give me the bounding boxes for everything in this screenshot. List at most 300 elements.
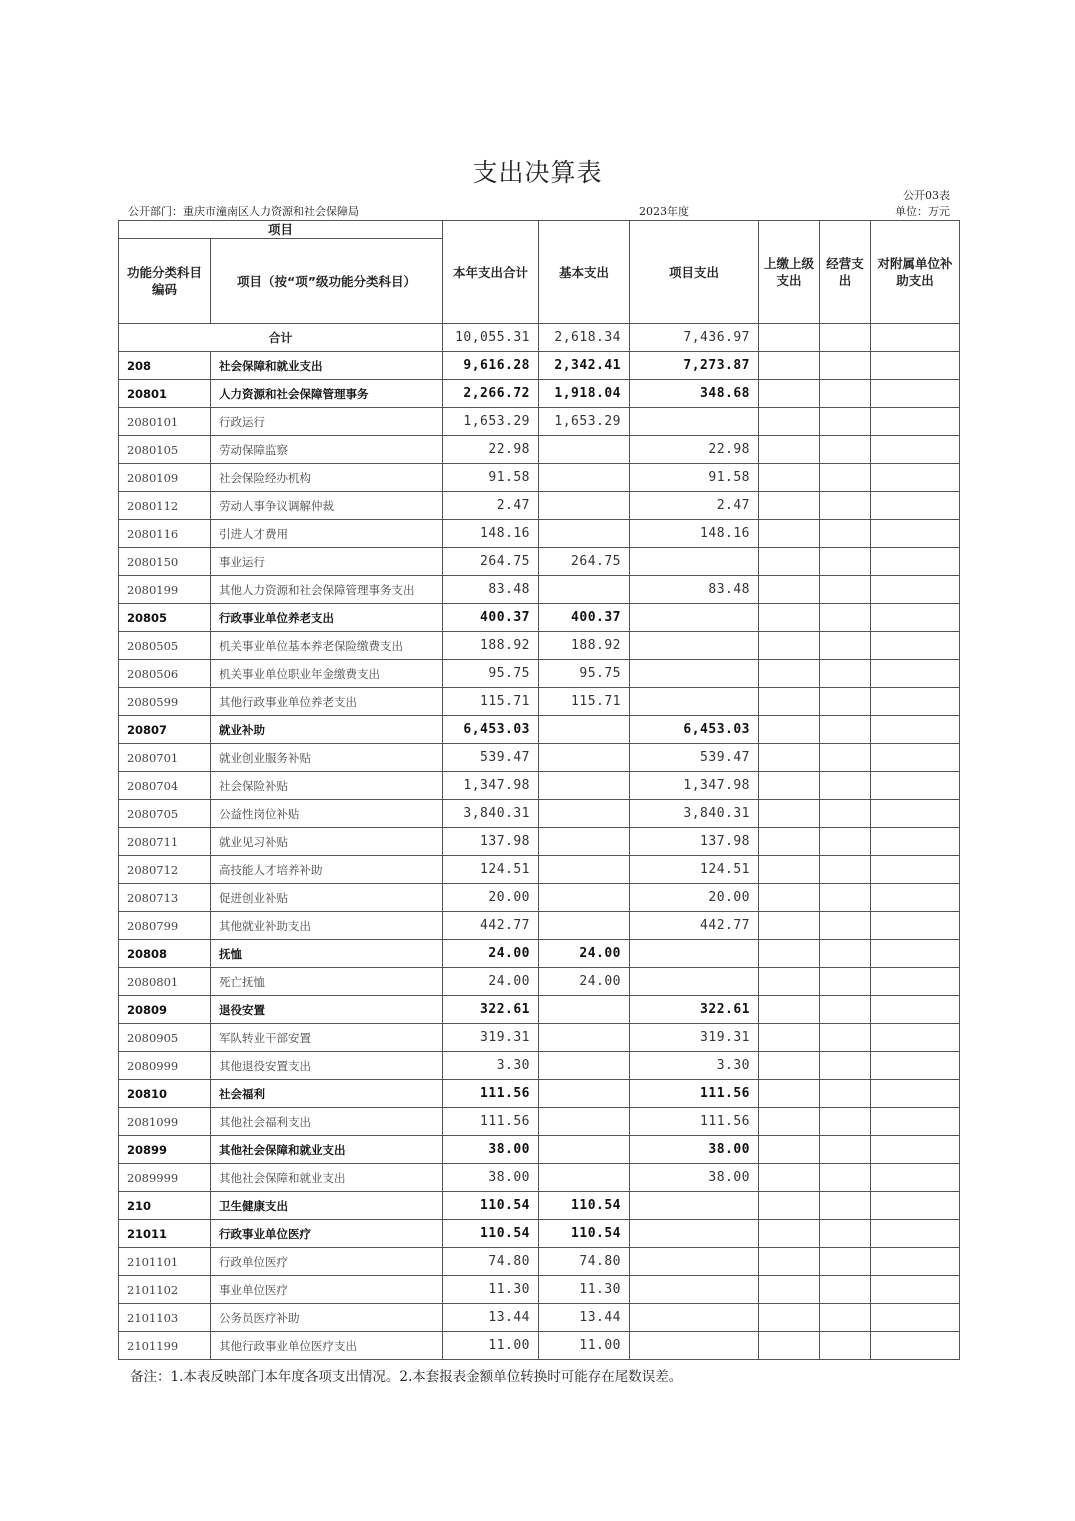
row-code: 2080801 [119,968,211,996]
table-row [119,800,960,828]
table-row [119,996,960,1024]
row-total: 115.71 [443,688,539,716]
row-item: 319.31 [630,1024,759,1052]
department: 公开部门：重庆市潼南区人力资源和社会保障局 [128,205,359,218]
row-operate [820,1080,871,1108]
row-item: 6,453.03 [630,716,759,744]
row-operate [820,744,871,772]
row-basic [539,828,630,856]
row-basic: 1,653.29 [539,408,630,436]
row-code: 2080704 [119,772,211,800]
row-item: 20.00 [630,884,759,912]
row-total: 2,266.72 [443,380,539,408]
table-row [119,352,960,380]
row-item: 1,347.98 [630,772,759,800]
row-basic [539,716,630,744]
row-item [630,1304,759,1332]
row-subsidy [871,604,960,632]
row-item: 111.56 [630,1080,759,1108]
row-total: 24.00 [443,940,539,968]
row-item [630,408,759,436]
row-total: 22.98 [443,436,539,464]
row-code: 208 [119,352,211,380]
row-subsidy [871,380,960,408]
header-subsidy: 对附属单位补助支出 [871,221,960,324]
row-total: 110.54 [443,1192,539,1220]
row-name: 行政单位医疗 [211,1248,443,1276]
row-subsidy [871,1304,960,1332]
row-total: 2.47 [443,492,539,520]
row-code: 2080905 [119,1024,211,1052]
total-operate [820,324,871,352]
table-row [119,884,960,912]
row-name: 行政事业单位医疗 [211,1220,443,1248]
row-subsidy [871,1332,960,1360]
row-item: 22.98 [630,436,759,464]
row-upper [759,548,820,576]
table-row [119,744,960,772]
row-upper [759,1248,820,1276]
row-name: 抚恤 [211,940,443,968]
row-code: 2080112 [119,492,211,520]
table-row [119,1108,960,1136]
row-operate [820,884,871,912]
row-subsidy [871,520,960,548]
row-code: 20801 [119,380,211,408]
row-upper [759,884,820,912]
row-subsidy [871,884,960,912]
row-operate [820,716,871,744]
row-basic [539,996,630,1024]
row-item: 83.48 [630,576,759,604]
row-basic: 110.54 [539,1220,630,1248]
row-total: 11.30 [443,1276,539,1304]
row-total: 83.48 [443,576,539,604]
table-row [119,1024,960,1052]
row-upper [759,1220,820,1248]
row-subsidy [871,828,960,856]
row-basic [539,1136,630,1164]
header-name: 项目（按“项”级功能分类科目） [211,239,443,324]
row-name: 社会保障和就业支出 [211,352,443,380]
total-row [119,324,960,352]
row-basic [539,772,630,800]
row-name: 其他社会保障和就业支出 [211,1164,443,1192]
table-row [119,772,960,800]
row-basic: 11.30 [539,1276,630,1304]
row-name: 就业补助 [211,716,443,744]
header-project: 项目 [119,221,443,239]
row-name: 人力资源和社会保障管理事务 [211,380,443,408]
row-code: 2101199 [119,1332,211,1360]
row-item [630,1220,759,1248]
row-subsidy [871,1080,960,1108]
row-code: 2080109 [119,464,211,492]
row-item: 91.58 [630,464,759,492]
table-row [119,548,960,576]
row-name: 其他退役安置支出 [211,1052,443,1080]
row-basic [539,800,630,828]
row-operate [820,436,871,464]
table-row [119,1332,960,1360]
row-upper [759,436,820,464]
row-item: 137.98 [630,828,759,856]
row-upper [759,492,820,520]
row-name: 机关事业单位职业年金缴费支出 [211,660,443,688]
row-total: 111.56 [443,1108,539,1136]
row-basic: 13.44 [539,1304,630,1332]
row-code: 2080701 [119,744,211,772]
total-label: 合计 [119,324,443,352]
row-basic [539,1080,630,1108]
total-subsidy [871,324,960,352]
row-subsidy [871,912,960,940]
row-subsidy [871,1192,960,1220]
table-row [119,380,960,408]
row-subsidy [871,576,960,604]
row-item [630,632,759,660]
row-subsidy [871,660,960,688]
unit-label: 单位：万元 [895,205,950,218]
row-upper [759,996,820,1024]
row-code: 2080150 [119,548,211,576]
row-upper [759,408,820,436]
row-item: 148.16 [630,520,759,548]
row-total: 95.75 [443,660,539,688]
row-subsidy [871,1108,960,1136]
row-upper [759,688,820,716]
row-subsidy [871,464,960,492]
row-basic [539,1024,630,1052]
table-row [119,604,960,632]
row-operate [820,352,871,380]
row-basic [539,1052,630,1080]
row-upper [759,1304,820,1332]
row-code: 2080712 [119,856,211,884]
table-row [119,1052,960,1080]
row-upper [759,1332,820,1360]
header-basic: 基本支出 [539,221,630,324]
header-code: 功能分类科目编码 [119,239,211,324]
row-total: 6,453.03 [443,716,539,744]
row-operate [820,772,871,800]
row-name: 行政运行 [211,408,443,436]
row-upper [759,1052,820,1080]
row-total: 3.30 [443,1052,539,1080]
row-name: 高技能人才培养补助 [211,856,443,884]
row-name: 就业创业服务补贴 [211,744,443,772]
row-subsidy [871,968,960,996]
row-upper [759,1080,820,1108]
row-operate [820,1108,871,1136]
header-operate: 经营支出 [820,221,871,324]
row-item: 539.47 [630,744,759,772]
row-code: 2081099 [119,1108,211,1136]
total-basic: 2,618.34 [539,324,630,352]
row-operate [820,912,871,940]
row-upper [759,744,820,772]
row-subsidy [871,996,960,1024]
table-row [119,688,960,716]
row-name: 其他就业补助支出 [211,912,443,940]
row-operate [820,1164,871,1192]
row-total: 110.54 [443,1220,539,1248]
row-item: 124.51 [630,856,759,884]
row-code: 2080199 [119,576,211,604]
header-total: 本年支出合计 [443,221,539,324]
row-operate [820,632,871,660]
row-name: 行政事业单位养老支出 [211,604,443,632]
row-name: 社会福利 [211,1080,443,1108]
row-basic: 2,342.41 [539,352,630,380]
row-total: 539.47 [443,744,539,772]
row-upper [759,856,820,884]
row-code: 2080705 [119,800,211,828]
row-item [630,688,759,716]
row-item: 2.47 [630,492,759,520]
row-total: 111.56 [443,1080,539,1108]
row-basic: 115.71 [539,688,630,716]
fiscal-year: 2023年度 [639,205,689,218]
row-name: 其他人力资源和社会保障管理事务支出 [211,576,443,604]
row-total: 24.00 [443,968,539,996]
row-basic: 11.00 [539,1332,630,1360]
table-row [119,520,960,548]
row-basic [539,520,630,548]
row-total: 91.58 [443,464,539,492]
row-name: 引进人才费用 [211,520,443,548]
row-code: 2080713 [119,884,211,912]
row-basic [539,464,630,492]
row-name: 其他行政事业单位养老支出 [211,688,443,716]
table-row [119,632,960,660]
table-row [119,576,960,604]
row-upper [759,604,820,632]
row-operate [820,492,871,520]
table-row [119,436,960,464]
row-code: 2080711 [119,828,211,856]
row-operate [820,940,871,968]
row-operate [820,604,871,632]
row-basic [539,744,630,772]
row-item: 442.77 [630,912,759,940]
row-item [630,968,759,996]
row-operate [820,1220,871,1248]
table-row [119,464,960,492]
row-code: 2080105 [119,436,211,464]
row-code: 2080116 [119,520,211,548]
row-upper [759,1192,820,1220]
row-item [630,604,759,632]
row-name: 其他社会福利支出 [211,1108,443,1136]
row-operate [820,1332,871,1360]
row-total: 74.80 [443,1248,539,1276]
row-basic [539,856,630,884]
row-name: 促进创业补贴 [211,884,443,912]
row-item [630,1192,759,1220]
table-row [119,492,960,520]
row-upper [759,940,820,968]
row-upper [759,1108,820,1136]
row-basic: 24.00 [539,968,630,996]
row-code: 20807 [119,716,211,744]
report-meta [128,203,950,218]
row-upper [759,380,820,408]
row-operate [820,800,871,828]
row-operate [820,1192,871,1220]
footnote: 备注：1.本表反映部门本年度各项支出情况。2.本套报表金额单位转换时可能存在尾数误差。 [130,1369,683,1385]
row-total: 38.00 [443,1136,539,1164]
header-item: 项目支出 [630,221,759,324]
row-name: 退役安置 [211,996,443,1024]
row-subsidy [871,716,960,744]
row-subsidy [871,688,960,716]
row-name: 公益性岗位补贴 [211,800,443,828]
row-subsidy [871,800,960,828]
row-upper [759,1136,820,1164]
form-number: 公开03表 [903,189,950,202]
row-code: 20899 [119,1136,211,1164]
expenditure-table [118,220,960,1360]
row-item: 3,840.31 [630,800,759,828]
table-row [119,1164,960,1192]
total-sum: 10,055.31 [443,324,539,352]
table-row [119,828,960,856]
row-upper [759,772,820,800]
row-basic: 24.00 [539,940,630,968]
row-total: 3,840.31 [443,800,539,828]
row-item [630,1276,759,1304]
row-basic: 1,918.04 [539,380,630,408]
row-code: 2101103 [119,1304,211,1332]
row-basic: 264.75 [539,548,630,576]
row-operate [820,996,871,1024]
row-upper [759,352,820,380]
row-code: 2080999 [119,1052,211,1080]
row-upper [759,1276,820,1304]
table-row [119,1080,960,1108]
row-upper [759,1164,820,1192]
row-item: 3.30 [630,1052,759,1080]
row-subsidy [871,548,960,576]
row-basic: 74.80 [539,1248,630,1276]
row-upper [759,912,820,940]
row-total: 319.31 [443,1024,539,1052]
row-name: 事业运行 [211,548,443,576]
row-upper [759,576,820,604]
row-operate [820,688,871,716]
row-basic [539,1108,630,1136]
row-upper [759,632,820,660]
row-operate [820,380,871,408]
row-item: 348.68 [630,380,759,408]
row-code: 2080506 [119,660,211,688]
row-operate [820,1248,871,1276]
row-code: 20805 [119,604,211,632]
table-row [119,968,960,996]
row-code: 20808 [119,940,211,968]
row-operate [820,856,871,884]
row-basic: 188.92 [539,632,630,660]
row-name: 事业单位医疗 [211,1276,443,1304]
row-subsidy [871,408,960,436]
row-item: 38.00 [630,1136,759,1164]
row-total: 9,616.28 [443,352,539,380]
row-operate [820,1024,871,1052]
row-total: 1,347.98 [443,772,539,800]
row-upper [759,800,820,828]
row-name: 卫生健康支出 [211,1192,443,1220]
row-operate [820,1304,871,1332]
row-basic: 400.37 [539,604,630,632]
row-basic: 110.54 [539,1192,630,1220]
row-operate [820,520,871,548]
row-name: 劳动保障监察 [211,436,443,464]
row-item: 7,273.87 [630,352,759,380]
row-operate [820,1052,871,1080]
row-subsidy [871,744,960,772]
row-name: 军队转业干部安置 [211,1024,443,1052]
row-basic [539,884,630,912]
row-basic [539,436,630,464]
row-total: 442.77 [443,912,539,940]
table-row [119,1220,960,1248]
row-subsidy [871,1052,960,1080]
row-name: 机关事业单位基本养老保险缴费支出 [211,632,443,660]
row-subsidy [871,1276,960,1304]
row-code: 21011 [119,1220,211,1248]
row-item [630,660,759,688]
row-total: 38.00 [443,1164,539,1192]
table-row [119,940,960,968]
row-operate [820,828,871,856]
table-row [119,912,960,940]
row-code: 20810 [119,1080,211,1108]
row-subsidy [871,1248,960,1276]
row-item: 322.61 [630,996,759,1024]
row-upper [759,660,820,688]
table-row [119,856,960,884]
row-subsidy [871,1220,960,1248]
row-total: 400.37 [443,604,539,632]
row-subsidy [871,1136,960,1164]
total-item: 7,436.97 [630,324,759,352]
row-name: 其他社会保障和就业支出 [211,1136,443,1164]
row-name: 公务员医疗补助 [211,1304,443,1332]
row-code: 210 [119,1192,211,1220]
row-code: 2080505 [119,632,211,660]
row-subsidy [871,1164,960,1192]
row-total: 148.16 [443,520,539,548]
row-subsidy [871,940,960,968]
row-item [630,940,759,968]
row-total: 1,653.29 [443,408,539,436]
row-total: 124.51 [443,856,539,884]
row-item [630,1248,759,1276]
row-subsidy [871,772,960,800]
row-upper [759,464,820,492]
row-total: 137.98 [443,828,539,856]
row-total: 11.00 [443,1332,539,1360]
row-total: 188.92 [443,632,539,660]
row-operate [820,576,871,604]
row-total: 322.61 [443,996,539,1024]
row-basic: 95.75 [539,660,630,688]
row-subsidy [871,1024,960,1052]
table-row [119,1192,960,1220]
row-name: 死亡抚恤 [211,968,443,996]
row-total: 13.44 [443,1304,539,1332]
